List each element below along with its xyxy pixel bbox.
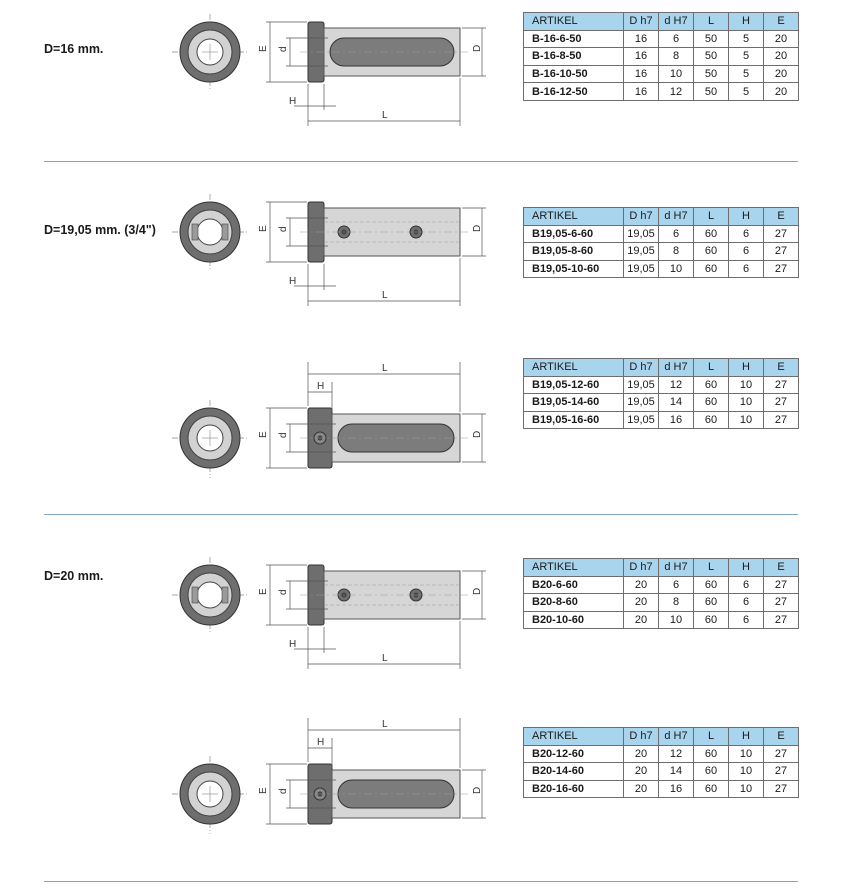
cell: 60 bbox=[694, 594, 729, 612]
cell: 6 bbox=[729, 576, 764, 594]
table-header-row bbox=[524, 728, 799, 746]
table-row bbox=[524, 243, 799, 261]
cell: 27 bbox=[764, 260, 799, 278]
dim-label-D: D bbox=[472, 430, 483, 438]
dim-label-d: d bbox=[278, 432, 289, 438]
cell: 20 bbox=[764, 83, 799, 101]
cell: 14 bbox=[659, 763, 694, 781]
bushing-drawing-d16 bbox=[170, 14, 500, 126]
table-header-row bbox=[524, 359, 799, 377]
dim-label-E: E bbox=[258, 588, 269, 595]
cell: 5 bbox=[729, 65, 764, 83]
end-view bbox=[172, 756, 248, 834]
cell: 60 bbox=[694, 411, 729, 429]
dim-label-d: d bbox=[278, 788, 289, 794]
cell: 16 bbox=[624, 48, 659, 66]
cell: 27 bbox=[764, 411, 799, 429]
bushing-drawing-d19-b bbox=[170, 362, 500, 488]
cell-artikel: B20-14-60 bbox=[524, 763, 624, 781]
table-row bbox=[524, 48, 799, 66]
table-row bbox=[524, 260, 799, 278]
cell: 16 bbox=[624, 83, 659, 101]
cell: 8 bbox=[659, 594, 694, 612]
cell: 10 bbox=[729, 376, 764, 394]
cell: 6 bbox=[659, 30, 694, 48]
col-header-H: H bbox=[729, 359, 764, 377]
cell: 27 bbox=[764, 745, 799, 763]
section-label-d20: D=20 mm. bbox=[44, 569, 104, 583]
col-header-d-h7: D h7 bbox=[624, 728, 659, 746]
side-view bbox=[300, 565, 470, 625]
spec-table-d20-b bbox=[523, 727, 799, 798]
cell: 6 bbox=[729, 225, 764, 243]
cell: 20 bbox=[624, 745, 659, 763]
table-row bbox=[524, 594, 799, 612]
cell: 27 bbox=[764, 225, 799, 243]
dim-label-L: L bbox=[382, 290, 388, 301]
cell: 27 bbox=[764, 243, 799, 261]
col-header-d-H7: d H7 bbox=[659, 13, 694, 31]
col-header-H: H bbox=[729, 559, 764, 577]
cell-artikel: B20-6-60 bbox=[524, 576, 624, 594]
table-row bbox=[524, 376, 799, 394]
table-header-row bbox=[524, 559, 799, 577]
cell: 12 bbox=[659, 745, 694, 763]
section-divider bbox=[44, 161, 798, 162]
cell: 60 bbox=[694, 225, 729, 243]
cell: 19,05 bbox=[624, 376, 659, 394]
cell: 27 bbox=[764, 576, 799, 594]
cell: 27 bbox=[764, 780, 799, 798]
col-header-d-h7: D h7 bbox=[624, 13, 659, 31]
col-header-d-H7: d H7 bbox=[659, 359, 694, 377]
cell: 5 bbox=[729, 83, 764, 101]
cell-artikel: B-16-6-50 bbox=[524, 30, 624, 48]
cell: 60 bbox=[694, 394, 729, 412]
cell: 20 bbox=[764, 65, 799, 83]
table-header-row bbox=[524, 208, 799, 226]
cell: 16 bbox=[659, 411, 694, 429]
dim-label-H: H bbox=[317, 381, 325, 392]
spec-table-d20-a bbox=[523, 558, 799, 629]
end-view bbox=[172, 400, 248, 478]
col-header-L: L bbox=[694, 359, 729, 377]
cell: 8 bbox=[659, 48, 694, 66]
col-header-artikel: ARTIKEL bbox=[524, 208, 624, 226]
section-label-d19: D=19,05 mm. (3/4") bbox=[44, 223, 156, 237]
cell: 12 bbox=[659, 83, 694, 101]
table-row bbox=[524, 394, 799, 412]
cell: 10 bbox=[729, 763, 764, 781]
cell: 20 bbox=[624, 780, 659, 798]
cell: 6 bbox=[729, 243, 764, 261]
cell: 60 bbox=[694, 243, 729, 261]
dim-label-E: E bbox=[258, 787, 269, 794]
side-view bbox=[300, 764, 470, 824]
cell: 6 bbox=[659, 576, 694, 594]
col-header-d-H7: d H7 bbox=[659, 728, 694, 746]
cell: 19,05 bbox=[624, 260, 659, 278]
dim-label-d: d bbox=[278, 226, 289, 232]
dim-label-D: D bbox=[472, 224, 483, 232]
col-header-L: L bbox=[694, 728, 729, 746]
cell: 27 bbox=[764, 394, 799, 412]
col-header-L: L bbox=[694, 13, 729, 31]
end-view bbox=[172, 557, 248, 633]
col-header-artikel: ARTIKEL bbox=[524, 13, 624, 31]
cell: 19,05 bbox=[624, 394, 659, 412]
table-row bbox=[524, 83, 799, 101]
end-view bbox=[172, 194, 248, 270]
cell: 20 bbox=[624, 611, 659, 629]
col-header-artikel: ARTIKEL bbox=[524, 359, 624, 377]
table-header-row bbox=[524, 13, 799, 31]
dim-label-L: L bbox=[382, 363, 388, 374]
cell-artikel: B19,05-6-60 bbox=[524, 225, 624, 243]
col-header-d-h7: D h7 bbox=[624, 359, 659, 377]
side-view bbox=[300, 22, 470, 82]
cell: 60 bbox=[694, 260, 729, 278]
cell: 19,05 bbox=[624, 225, 659, 243]
cell-artikel: B19,05-16-60 bbox=[524, 411, 624, 429]
cell: 6 bbox=[729, 260, 764, 278]
cell: 16 bbox=[624, 30, 659, 48]
section-divider bbox=[44, 514, 798, 515]
cell: 19,05 bbox=[624, 411, 659, 429]
cell: 50 bbox=[694, 48, 729, 66]
cell-artikel: B-16-12-50 bbox=[524, 83, 624, 101]
cell: 20 bbox=[624, 763, 659, 781]
cell: 60 bbox=[694, 611, 729, 629]
dim-label-H: H bbox=[289, 639, 297, 650]
spec-table-d16 bbox=[523, 12, 799, 101]
table-row bbox=[524, 780, 799, 798]
cell-artikel: B20-10-60 bbox=[524, 611, 624, 629]
table-row bbox=[524, 65, 799, 83]
col-header-d-h7: D h7 bbox=[624, 208, 659, 226]
dim-label-H: H bbox=[317, 737, 325, 748]
dim-label-L: L bbox=[382, 653, 388, 664]
cell: 20 bbox=[764, 48, 799, 66]
cell: 27 bbox=[764, 594, 799, 612]
table-row bbox=[524, 30, 799, 48]
col-header-H: H bbox=[729, 13, 764, 31]
cell: 16 bbox=[659, 780, 694, 798]
col-header-E: E bbox=[764, 728, 799, 746]
cell-artikel: B19,05-14-60 bbox=[524, 394, 624, 412]
cell: 6 bbox=[659, 225, 694, 243]
dim-label-D: D bbox=[472, 786, 483, 794]
dim-label-E: E bbox=[258, 45, 269, 52]
section-divider bbox=[44, 881, 798, 882]
cell-artikel: B19,05-8-60 bbox=[524, 243, 624, 261]
cell: 20 bbox=[764, 30, 799, 48]
cell: 10 bbox=[659, 611, 694, 629]
cell: 19,05 bbox=[624, 243, 659, 261]
side-view bbox=[300, 202, 470, 262]
table-row bbox=[524, 611, 799, 629]
cell: 50 bbox=[694, 65, 729, 83]
dim-label-H: H bbox=[289, 96, 297, 107]
cell: 10 bbox=[659, 65, 694, 83]
cell: 10 bbox=[729, 411, 764, 429]
table-row bbox=[524, 411, 799, 429]
col-header-d-h7: D h7 bbox=[624, 559, 659, 577]
cell: 50 bbox=[694, 30, 729, 48]
col-header-E: E bbox=[764, 208, 799, 226]
col-header-E: E bbox=[764, 13, 799, 31]
cell: 10 bbox=[729, 745, 764, 763]
col-header-L: L bbox=[694, 559, 729, 577]
cell: 16 bbox=[624, 65, 659, 83]
col-header-d-H7: d H7 bbox=[659, 559, 694, 577]
cell: 27 bbox=[764, 376, 799, 394]
table-row bbox=[524, 745, 799, 763]
dim-label-D: D bbox=[472, 587, 483, 595]
cell: 60 bbox=[694, 376, 729, 394]
cell: 12 bbox=[659, 376, 694, 394]
col-header-H: H bbox=[729, 208, 764, 226]
col-header-d-H7: d H7 bbox=[659, 208, 694, 226]
dim-label-L: L bbox=[382, 110, 388, 121]
section-label-d16: D=16 mm. bbox=[44, 42, 104, 56]
cell: 5 bbox=[729, 48, 764, 66]
bushing-drawing-d19-a bbox=[170, 194, 500, 306]
cell: 10 bbox=[729, 780, 764, 798]
cell: 6 bbox=[729, 594, 764, 612]
cell: 6 bbox=[729, 611, 764, 629]
side-view bbox=[300, 408, 470, 468]
end-view bbox=[172, 14, 248, 90]
dim-label-d: d bbox=[278, 46, 289, 52]
cell: 60 bbox=[694, 745, 729, 763]
cell-artikel: B20-8-60 bbox=[524, 594, 624, 612]
cell: 50 bbox=[694, 83, 729, 101]
col-header-E: E bbox=[764, 559, 799, 577]
table-row bbox=[524, 576, 799, 594]
col-header-artikel: ARTIKEL bbox=[524, 728, 624, 746]
dim-label-E: E bbox=[258, 225, 269, 232]
cell-artikel: B19,05-12-60 bbox=[524, 376, 624, 394]
cell-artikel: B-16-10-50 bbox=[524, 65, 624, 83]
cell: 27 bbox=[764, 763, 799, 781]
bushing-drawing-d20-a bbox=[170, 557, 500, 669]
table-row bbox=[524, 763, 799, 781]
dim-label-E: E bbox=[258, 431, 269, 438]
cell-artikel: B20-12-60 bbox=[524, 745, 624, 763]
cell-artikel: B-16-8-50 bbox=[524, 48, 624, 66]
col-header-artikel: ARTIKEL bbox=[524, 559, 624, 577]
cell: 10 bbox=[659, 260, 694, 278]
cell: 27 bbox=[764, 611, 799, 629]
cell: 20 bbox=[624, 576, 659, 594]
col-header-E: E bbox=[764, 359, 799, 377]
dim-label-H: H bbox=[289, 276, 297, 287]
dim-label-L: L bbox=[382, 719, 388, 730]
cell: 14 bbox=[659, 394, 694, 412]
cell-artikel: B20-16-60 bbox=[524, 780, 624, 798]
cell: 60 bbox=[694, 763, 729, 781]
spec-table-d19-b bbox=[523, 358, 799, 429]
col-header-H: H bbox=[729, 728, 764, 746]
cell: 5 bbox=[729, 30, 764, 48]
cell: 60 bbox=[694, 780, 729, 798]
col-header-L: L bbox=[694, 208, 729, 226]
cell: 60 bbox=[694, 576, 729, 594]
cell-artikel: B19,05-10-60 bbox=[524, 260, 624, 278]
bushing-drawing-d20-b bbox=[170, 718, 500, 844]
dim-label-d: d bbox=[278, 589, 289, 595]
spec-table-d19-a bbox=[523, 207, 799, 278]
cell: 8 bbox=[659, 243, 694, 261]
table-row bbox=[524, 225, 799, 243]
cell: 10 bbox=[729, 394, 764, 412]
cell: 20 bbox=[624, 594, 659, 612]
dim-label-D: D bbox=[472, 44, 483, 52]
